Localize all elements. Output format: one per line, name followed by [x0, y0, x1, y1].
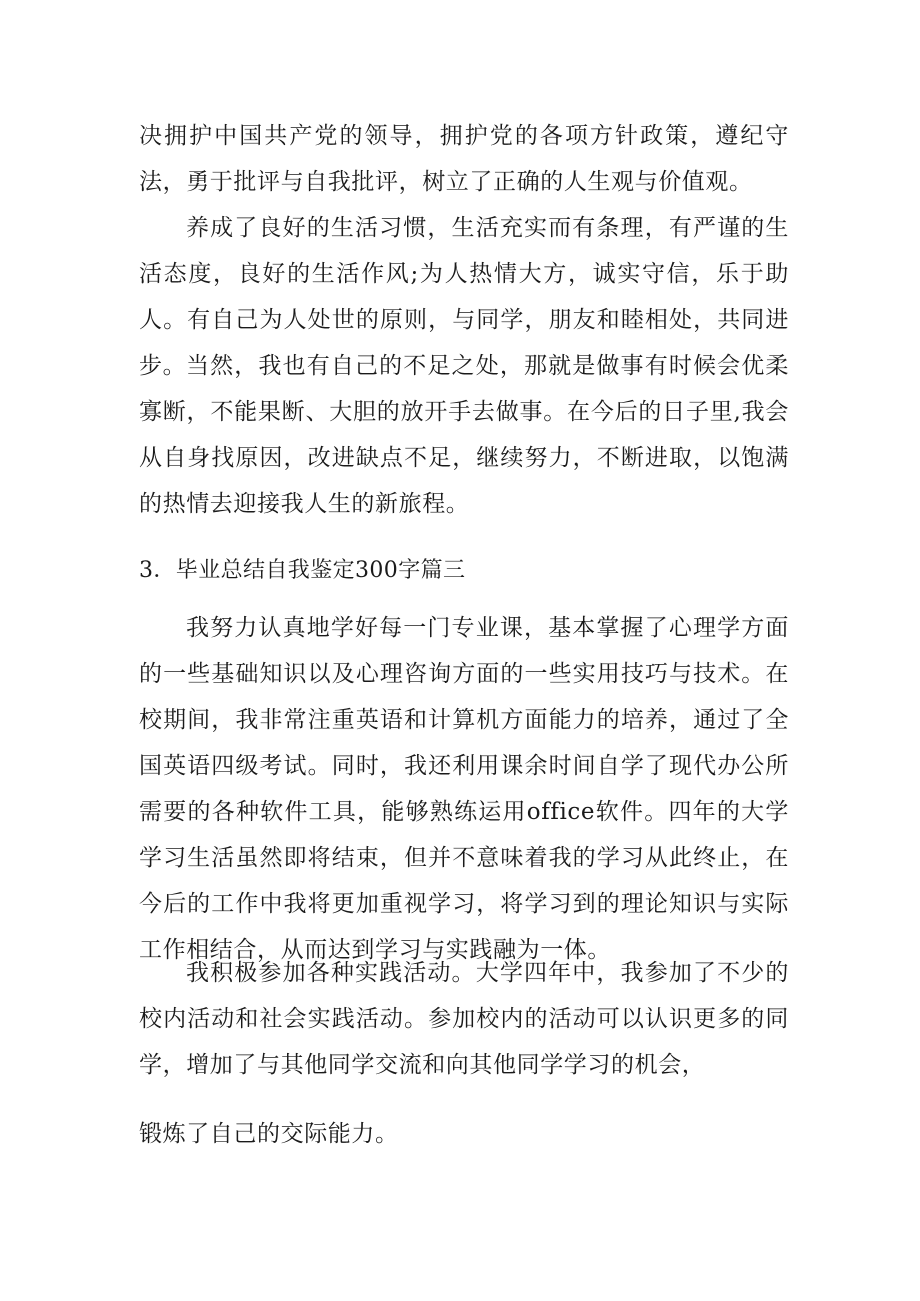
paragraph-living-habits: 养成了良好的生活习惯，生活充实而有条理，有严谨的生活态度，良好的生活作风;为人热情大方，诚实守信，乐于助人。有自己为人处世的原则，与同学，朋友和睦相处，共同进步。 [139, 215, 789, 379]
section-heading: 3．毕业总结自我鉴定300字篇三 [139, 558, 466, 583]
paragraph-shortcomings: 当然，我也有自己的不足之处，那就是做事有时候会优柔寡断，不能果断、大胆的放开手去做事。在今后的日子里,我会从自身找原因，改进缺点不足，继续努力，不断进取，以饱满的热情去迎接我人生的新旅程。 [139, 353, 789, 517]
paragraph-social-skills: 锻炼了自己的交际能力。 [139, 1121, 399, 1147]
paragraph-activities: 我积极参加各种实践活动。大学四年中，我参加了不少的校内活动和社会实践活动。参加校内的活动可以认识更多的同学，增加了与其他同学交流和向其他同学学习的机会， [139, 960, 789, 1078]
paragraph-study: 我努力认真地学好每一门专业课，基本掌握了心理学方面的一些基础知识以及心理咨询方面的一些实用技巧与技术。在校期间，我非常注重英语和计算机方面能力的培养，通过了全国英语四级考试。同时，我还利用课余时间自学了现代办公所需要的各种软件工具，能够熟练运用office软件。四年的大学学习生活虽然即将结束，但并不意味着我的学习从此终止，在今后的工作中我将更加重视学习，将学习到的理论知识与实际工作相结合，从而达到学习与实践融为一体。 [139, 615, 789, 963]
paragraph-continuation: 决拥护中国共产党的领导，拥护党的各项方针政策，遵纪守法，勇于批评与自我批评，树立了正确的人生观与价值观。 [139, 123, 789, 195]
